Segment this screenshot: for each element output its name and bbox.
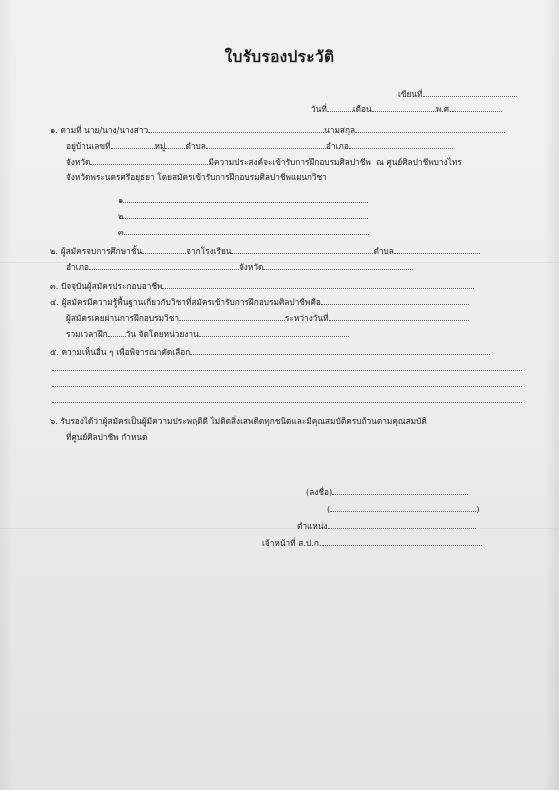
department-field-2[interactable] <box>123 210 368 219</box>
between-field[interactable] <box>329 312 469 321</box>
officer-label: เจ้าหน้าที่ ส.ป.ก. <box>262 538 322 548</box>
tambon-label: ตำบล <box>185 141 206 151</box>
open-paren: ( <box>327 504 331 514</box>
moo-label: หมู่ <box>154 141 166 151</box>
house-no-label: อยู่บ้านเลขที่ <box>66 141 111 151</box>
organizer-label: วัน จัดโดยหน่วยงาน <box>125 329 199 339</box>
school-field[interactable] <box>231 245 373 254</box>
written-at-row <box>398 88 517 100</box>
written-at-field[interactable] <box>423 88 517 97</box>
duration-field[interactable] <box>108 328 126 337</box>
opinion-line[interactable] <box>52 370 522 371</box>
signature-field[interactable] <box>332 486 468 495</box>
dept-item-row <box>118 194 368 206</box>
paper-shadow <box>0 0 14 790</box>
section2-row <box>50 245 480 257</box>
school-label: จากโรงเรียน <box>186 246 232 256</box>
section6-row <box>50 416 427 427</box>
school-amphoe-field[interactable] <box>89 261 239 270</box>
section2-location-row <box>66 261 413 273</box>
school-tambon-field[interactable] <box>394 245 480 254</box>
opinion-line[interactable] <box>52 386 522 387</box>
section1-address-row <box>66 140 453 152</box>
section-number: ๔. <box>50 297 59 307</box>
occupation-label: ปัจจุบันผู้สมัครประกอบอาชีพ <box>60 281 163 291</box>
trained-label: ผู้สมัครเคยผ่านการฝึกอบรมวิชา <box>66 313 179 323</box>
date-row <box>311 103 502 115</box>
position-row <box>297 520 476 532</box>
amphoe-label: อำเภอ <box>66 262 89 272</box>
school-province-field[interactable] <box>263 261 413 270</box>
opinion-label: ความเห็นอื่น ๆ เพื่อพิจารณาคัดเลือก <box>61 347 191 357</box>
certify-text: รับรองได้ว่าผู้สมัครเป็นผู้มีความประพฤติดี ไม่ติดสิ่งเสพติดทุกชนิดและมีคุณสมบัติครบถ้วนตามคุณสมบัติ <box>60 416 427 426</box>
dept-item-row <box>118 210 368 222</box>
intent-text: มีความประสงค์จะเข้ารับการฝึกอบรมศิลปาชีพ <box>208 157 371 167</box>
signature-row <box>306 486 468 498</box>
section1-name-row <box>50 124 505 136</box>
knowledge-label: ผู้สมัครมีความรู้พื้นฐานเกี่ยวกับวิชาที่สมัครเข้ารับการฝึกอบรมศิลปาชีพคือ <box>61 297 321 307</box>
department-field-3[interactable] <box>124 226 369 235</box>
center-text: ณ ศูนย์ศิลปาชีพบางไทร <box>376 157 462 167</box>
amphoe-label: อำเภอ <box>325 141 349 151</box>
item-number: ๓ <box>118 227 124 237</box>
written-at-label: เขียนที่ <box>398 89 423 99</box>
section-number: ๒. <box>50 246 59 256</box>
section4-row <box>50 296 469 308</box>
paper-shadow <box>545 0 559 790</box>
house-no-field[interactable] <box>111 140 155 149</box>
printed-name-row <box>327 503 480 515</box>
date-field[interactable] <box>327 103 353 112</box>
opinion-line[interactable] <box>52 402 522 403</box>
section-number: ๖. <box>50 416 58 426</box>
name-field[interactable] <box>148 124 324 133</box>
department-field-1[interactable] <box>123 194 368 203</box>
knowledge-field[interactable] <box>321 296 469 305</box>
signature-label: (ลงชื่อ) <box>306 487 333 497</box>
printed-name-field[interactable] <box>330 503 476 512</box>
duration-label: รวมเวลาฝึก <box>66 329 108 339</box>
name-label: ตามที่ นาย/นาง/นางสาว <box>60 125 149 135</box>
section1-province-row <box>66 156 462 168</box>
position-label: ตำแหน่ง <box>297 521 328 531</box>
section4-duration-row <box>66 328 349 340</box>
department-label: จังหวัดพระนครศรีอยุธยา โดยสมัครเข้ารับการฝึกอบรมศิลปาชีพแผนกวิชา <box>66 172 327 182</box>
close-paren: ) <box>476 504 480 514</box>
officer-row <box>262 537 482 549</box>
position-field[interactable] <box>328 520 476 529</box>
section4-training-row <box>66 312 469 324</box>
province-label: จังหวัด <box>238 262 264 272</box>
dept-item-row <box>118 226 369 238</box>
item-number: ๑ <box>118 195 124 205</box>
province-field[interactable] <box>90 156 208 165</box>
tambon-field[interactable] <box>206 140 326 149</box>
between-label: ระหว่างวันที่ <box>285 313 329 323</box>
trained-field[interactable] <box>179 312 285 321</box>
year-label: พ.ศ. <box>435 104 452 114</box>
month-field[interactable] <box>372 103 436 112</box>
organizer-field[interactable] <box>199 328 349 337</box>
moo-field[interactable] <box>165 140 185 149</box>
tambon-label: ตำบล <box>373 246 394 256</box>
certify-text-2: ที่ศูนย์ศิลปาชีพ กำหนด <box>66 432 148 442</box>
officer-field[interactable] <box>322 537 482 546</box>
section-number: ๕. <box>50 347 59 357</box>
opinion-field[interactable] <box>190 346 490 355</box>
section-number: ๑. <box>50 125 58 135</box>
grade-field[interactable] <box>142 245 186 254</box>
year-field[interactable] <box>452 103 502 112</box>
section-number: ๓. <box>50 281 59 291</box>
form-title: ใบรับรองประวัติ <box>224 48 335 66</box>
section3-row <box>50 280 474 292</box>
province-label: จังหวัด <box>66 157 91 167</box>
section5-row <box>50 346 490 358</box>
section6-row-2 <box>66 432 148 443</box>
surname-field[interactable] <box>355 124 505 133</box>
item-number: ๒ <box>118 211 124 221</box>
section1-dept-row <box>66 172 327 183</box>
amphoe-field[interactable] <box>349 140 453 149</box>
date-label: วันที่ <box>311 104 327 114</box>
occupation-field[interactable] <box>162 280 474 289</box>
surname-label: นามสกุล <box>324 125 356 135</box>
month-label: เดือน <box>352 104 372 114</box>
graduated-label: ผู้สมัครจบการศึกษาชั้น <box>60 246 143 256</box>
